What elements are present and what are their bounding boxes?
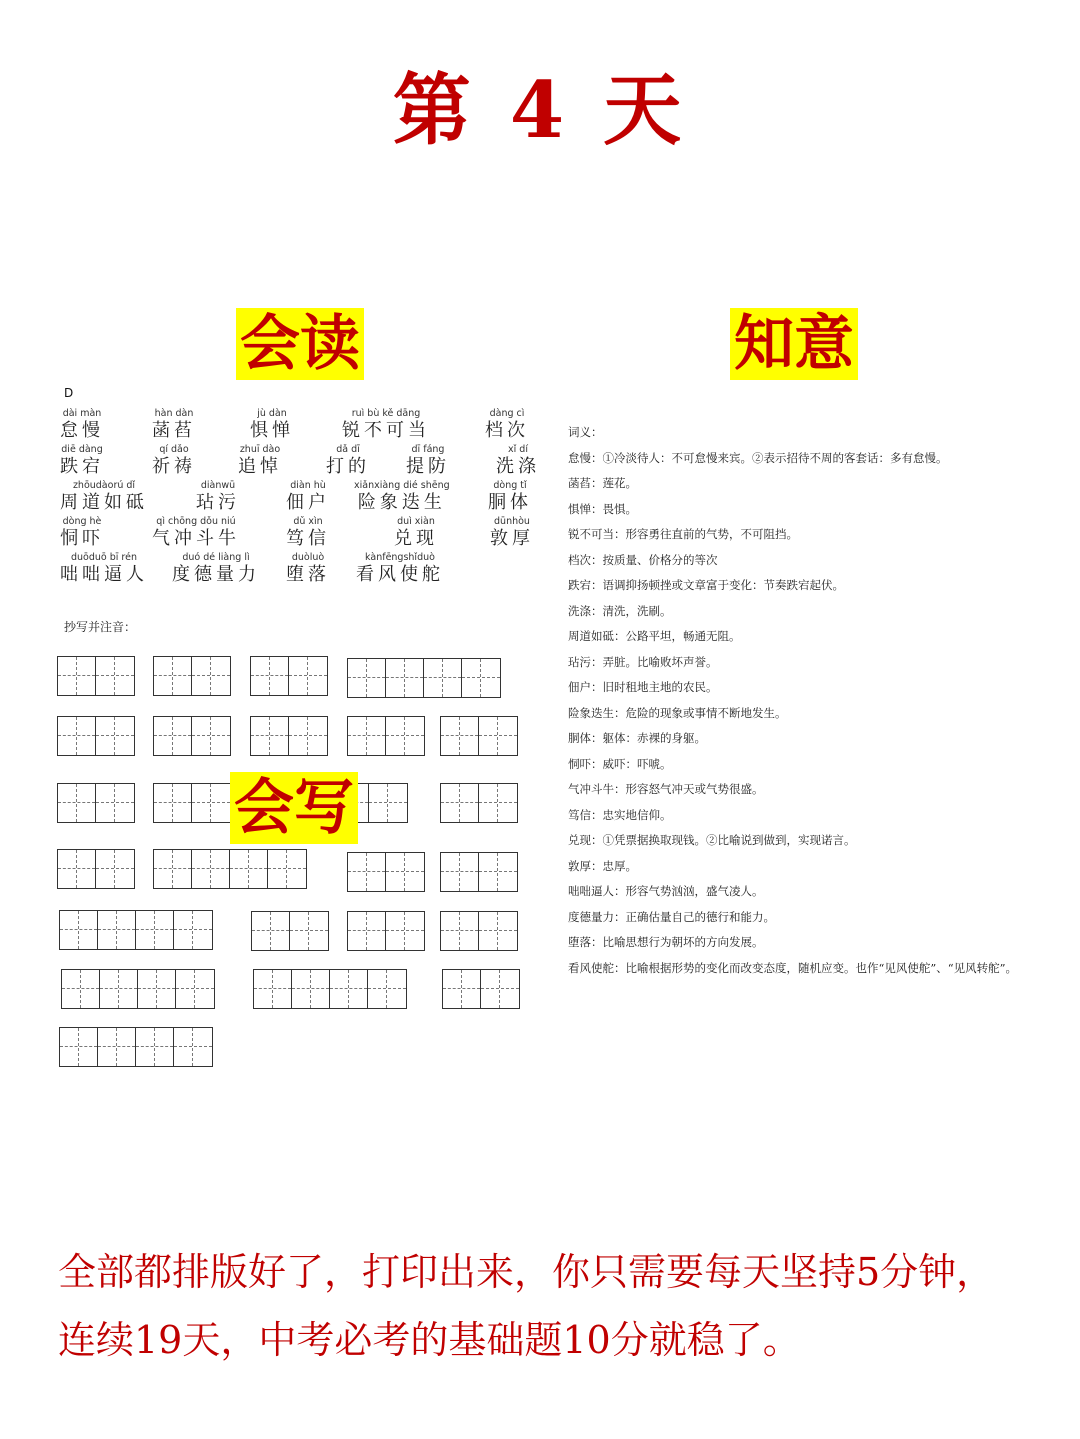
pinyin: diàn hù <box>290 480 326 491</box>
writing-cell[interactable] <box>252 912 290 950</box>
vocab-list <box>60 408 550 588</box>
vocab-word <box>286 552 330 586</box>
definitions-title: 词义： <box>568 425 603 439</box>
section-label-meaning: 知意 <box>730 308 858 380</box>
vocab-word <box>172 552 260 586</box>
writing-grid-box[interactable] <box>153 716 231 756</box>
pinyin: zhuī dào <box>239 444 281 455</box>
vocab-row <box>60 480 550 516</box>
writing-cell[interactable] <box>192 850 230 888</box>
pinyin: ruì bù kě dāng <box>351 408 421 419</box>
writing-grid-box[interactable] <box>57 783 135 823</box>
vocab-word <box>60 408 104 442</box>
vocab-word <box>488 480 532 514</box>
writing-cell[interactable] <box>96 784 134 822</box>
pinyin: jù dàn <box>257 408 287 419</box>
vocab-word <box>342 408 430 442</box>
writing-cell[interactable] <box>289 657 327 695</box>
writing-grid-box[interactable] <box>57 656 135 696</box>
writing-cell[interactable] <box>174 911 212 949</box>
writing-cell[interactable] <box>60 911 98 949</box>
hanzi: 玷污 <box>196 492 240 513</box>
vocab-word <box>394 516 438 550</box>
writing-cell[interactable] <box>98 1028 136 1066</box>
hanzi: 怠慢 <box>60 420 104 441</box>
writing-grid-box[interactable] <box>442 969 520 1009</box>
definition-item: 周道如砥：公路平坦，畅通无阻。 <box>568 629 741 643</box>
pinyin: dūnhòu <box>494 516 530 527</box>
definition-item: 怠慢：①冷淡待人：不可怠慢来宾。②表示招待不周的客套话：多有怠慢。 <box>568 450 948 465</box>
writing-cell[interactable] <box>369 784 407 822</box>
writing-cell[interactable] <box>58 717 96 755</box>
pinyin: qì chōng dǒu niú <box>156 516 236 527</box>
pinyin: xǐ dí <box>508 444 528 455</box>
marker-d: D <box>64 386 74 400</box>
writing-cell[interactable] <box>348 717 386 755</box>
writing-cell[interactable] <box>386 717 424 755</box>
writing-cell[interactable] <box>230 850 268 888</box>
writing-grid-box[interactable] <box>347 852 425 892</box>
writing-cell[interactable] <box>479 853 517 891</box>
pinyin: dòng hè <box>62 516 102 527</box>
definition-item: 敦厚：忠厚。 <box>568 858 637 873</box>
writing-cell[interactable] <box>100 970 138 1008</box>
hanzi: 看风使舵 <box>356 564 444 585</box>
writing-cell[interactable] <box>58 784 96 822</box>
writing-grid-box[interactable] <box>347 911 425 951</box>
writing-grid-box[interactable] <box>440 852 518 892</box>
pinyin: duó dé liàng lì <box>182 552 250 563</box>
definition-item: 锐不可当：形容勇往直前的气势，不可阻挡。 <box>568 527 798 541</box>
hanzi: 气冲斗牛 <box>152 528 240 549</box>
definition-item: 恫吓：威吓：吓唬。 <box>568 756 672 771</box>
hanzi: 堕落 <box>286 564 330 585</box>
hanzi: 洗涤 <box>496 456 540 477</box>
definitions-list <box>568 420 1038 981</box>
writing-cell[interactable] <box>441 912 479 950</box>
hanzi: 敦厚 <box>490 528 534 549</box>
pinyin: duì xiàn <box>397 516 435 527</box>
definition-item: 惧惮：畏惧。 <box>568 501 637 516</box>
pinyin: kànfēngshǐduò <box>365 552 435 563</box>
writing-cell[interactable] <box>176 970 214 1008</box>
writing-grid-box[interactable] <box>59 1027 213 1067</box>
vocab-word <box>356 552 444 586</box>
page-title: 第 4 天 <box>392 65 688 156</box>
definition-item: 咄咄逼人：形容气势汹汹，盛气凌人。 <box>568 884 764 898</box>
writing-cell[interactable] <box>60 1028 98 1066</box>
writing-cell[interactable] <box>441 853 479 891</box>
writing-cell[interactable] <box>154 717 192 755</box>
definition-item: 档次：按质量、价格分的等次 <box>568 552 718 567</box>
writing-cell[interactable] <box>348 659 386 697</box>
hanzi: 祈祷 <box>152 456 196 477</box>
writing-cell[interactable] <box>479 784 517 822</box>
hanzi: 打的 <box>326 456 370 477</box>
vocab-word <box>60 444 104 478</box>
pinyin: zhōudàorú dǐ <box>72 480 136 491</box>
hanzi: 佃户 <box>286 492 330 513</box>
writing-grid-box[interactable] <box>440 783 518 823</box>
definition-item: 兑现：①凭票据换取现钱。②比喻说到做到，实现诺言。 <box>568 833 856 847</box>
vocab-word <box>406 444 450 478</box>
hanzi: 笃信 <box>286 528 330 549</box>
definition-item: 玷污：弄脏。比喻败坏声誉。 <box>568 654 718 669</box>
pinyin: hàn dàn <box>154 408 194 419</box>
writing-cell[interactable] <box>348 912 386 950</box>
writing-cell[interactable] <box>154 784 192 822</box>
writing-grid-box[interactable] <box>347 658 501 698</box>
writing-cell[interactable] <box>292 970 330 1008</box>
vocab-row <box>60 516 550 552</box>
writing-cell[interactable] <box>62 970 100 1008</box>
writing-cell[interactable] <box>154 657 192 695</box>
hanzi: 追悼 <box>238 456 282 477</box>
definition-item: 跌宕：语调抑扬顿挫或文章富于变化：节奏跌宕起伏。 <box>568 578 844 592</box>
writing-grid-box[interactable] <box>59 910 213 950</box>
writing-cell[interactable] <box>254 970 292 1008</box>
pinyin: dǎ dī <box>336 444 360 455</box>
vocab-word <box>496 444 540 478</box>
writing-cell[interactable] <box>348 853 386 891</box>
writing-cell[interactable] <box>174 1028 212 1066</box>
hanzi: 跌宕 <box>60 456 104 477</box>
footer-line-1: 全部都排版好了，打印出来，你只需要每天坚持5分钟， <box>58 1250 995 1294</box>
pinyin: dòng tǐ <box>493 480 527 491</box>
writing-cell[interactable] <box>98 911 136 949</box>
writing-cell[interactable] <box>424 659 462 697</box>
writing-cell[interactable] <box>330 970 368 1008</box>
definition-item: 佃户：旧时租地主地的农民。 <box>568 680 718 694</box>
writing-grid-box[interactable] <box>153 849 307 889</box>
vocab-word <box>485 408 529 442</box>
writing-cell[interactable] <box>192 717 230 755</box>
vocab-word <box>286 516 330 550</box>
writing-grid-box[interactable] <box>251 911 329 951</box>
copy-instruction: 抄写并注音： <box>64 620 137 634</box>
writing-cell[interactable] <box>386 853 424 891</box>
definition-item: 笃信：忠实地信仰。 <box>568 807 672 822</box>
definition-item: 洗涤：清洗，洗刷。 <box>568 603 672 618</box>
writing-cell[interactable] <box>462 659 500 697</box>
vocab-row <box>60 408 550 444</box>
writing-cell[interactable] <box>58 657 96 695</box>
vocab-row <box>60 552 550 588</box>
writing-grid-box[interactable] <box>61 969 215 1009</box>
section-label-write: 会写 <box>230 772 358 844</box>
writing-cell[interactable] <box>479 717 517 755</box>
vocab-word <box>60 516 104 550</box>
pinyin: diànwū <box>200 480 236 491</box>
vocab-word <box>286 480 330 514</box>
writing-cell[interactable] <box>441 717 479 755</box>
definition-item: 气冲斗牛：形容怒气冲天或气势很盛。 <box>568 782 764 796</box>
vocab-word <box>238 444 282 478</box>
vocab-word <box>250 408 294 442</box>
pinyin: dī fáng <box>411 444 445 455</box>
writing-grid-box[interactable] <box>57 849 135 889</box>
pinyin: duōduō bī rén <box>71 552 137 563</box>
hanzi: 咄咄逼人 <box>60 564 148 585</box>
hanzi: 恫吓 <box>60 528 104 549</box>
vocab-word <box>152 516 240 550</box>
writing-cell[interactable] <box>443 970 481 1008</box>
writing-grid-box[interactable] <box>153 656 231 696</box>
writing-cell[interactable] <box>251 717 289 755</box>
writing-cell[interactable] <box>192 657 230 695</box>
writing-cell[interactable] <box>96 657 134 695</box>
writing-cell[interactable] <box>192 784 230 822</box>
writing-cell[interactable] <box>251 657 289 695</box>
vocab-word <box>152 444 196 478</box>
hanzi: 度德量力 <box>172 564 260 585</box>
writing-grid-box[interactable] <box>250 656 328 696</box>
pinyin: diē dàng <box>61 444 103 455</box>
writing-grid-box[interactable] <box>253 969 407 1009</box>
vocab-word <box>490 516 534 550</box>
hanzi: 档次 <box>485 420 529 441</box>
vocab-word <box>354 480 450 514</box>
writing-grid-box[interactable] <box>440 716 518 756</box>
writing-cell[interactable] <box>386 659 424 697</box>
hanzi: 锐不可当 <box>342 420 430 441</box>
writing-cell[interactable] <box>138 970 176 1008</box>
hanzi: 兑现 <box>394 528 438 549</box>
hanzi: 菡萏 <box>152 420 196 441</box>
writing-cell[interactable] <box>268 850 306 888</box>
definition-item: 险象迭生：危险的现象或事情不断地发生。 <box>568 705 787 720</box>
vocab-word <box>152 408 196 442</box>
hanzi: 险象迭生 <box>357 492 446 513</box>
hanzi: 周道如砥 <box>60 492 148 513</box>
section-label-read: 会读 <box>236 308 364 380</box>
writing-cell[interactable] <box>368 970 406 1008</box>
hanzi: 惧惮 <box>250 420 294 441</box>
definition-item: 堕落：比喻思想行为朝坏的方向发展。 <box>568 935 764 949</box>
pinyin: qí dǎo <box>159 444 189 455</box>
footer-line-2: 连续19天，中考必考的基础题10分就稳了。 <box>58 1318 801 1362</box>
pinyin: xiǎnxiàng dié shēng <box>354 480 450 491</box>
definition-item: 看风使舵：比喻根据形势的变化而改变态度，随机应变。也作“见风使舵”、“见风转舵”。 <box>568 960 1018 975</box>
hanzi: 提防 <box>406 456 450 477</box>
writing-cell[interactable] <box>290 912 328 950</box>
writing-cell[interactable] <box>479 912 517 950</box>
writing-grid-box[interactable] <box>57 716 135 756</box>
definition-item: 菡萏：莲花。 <box>568 476 637 490</box>
footer-note <box>58 1238 1058 1374</box>
vocab-row <box>60 444 550 480</box>
writing-cell[interactable] <box>154 850 192 888</box>
writing-cell[interactable] <box>136 1028 174 1066</box>
writing-grid-box[interactable] <box>250 716 328 756</box>
writing-grid-box[interactable] <box>153 783 231 823</box>
writing-cell[interactable] <box>96 850 134 888</box>
definition-item: 胴体：躯体：赤裸的身躯。 <box>568 731 706 745</box>
writing-cell[interactable] <box>441 784 479 822</box>
pinyin: dàng cì <box>489 408 525 419</box>
hanzi: 胴体 <box>488 492 532 513</box>
writing-cell[interactable] <box>386 912 424 950</box>
vocab-word <box>60 480 148 514</box>
writing-grid-box[interactable] <box>440 911 518 951</box>
vocab-word <box>196 480 240 514</box>
pinyin: dǔ xìn <box>293 516 323 527</box>
vocab-word <box>326 444 370 478</box>
pinyin: dài màn <box>62 408 102 419</box>
definition-item: 度德量力：正确估量自己的德行和能力。 <box>568 909 775 924</box>
pinyin: duòluò <box>291 552 325 563</box>
writing-cell[interactable] <box>481 970 519 1008</box>
writing-cell[interactable] <box>289 717 327 755</box>
writing-cell[interactable] <box>96 717 134 755</box>
writing-cell[interactable] <box>58 850 96 888</box>
writing-cell[interactable] <box>136 911 174 949</box>
vocab-word <box>60 552 148 586</box>
writing-grid-box[interactable] <box>347 716 425 756</box>
